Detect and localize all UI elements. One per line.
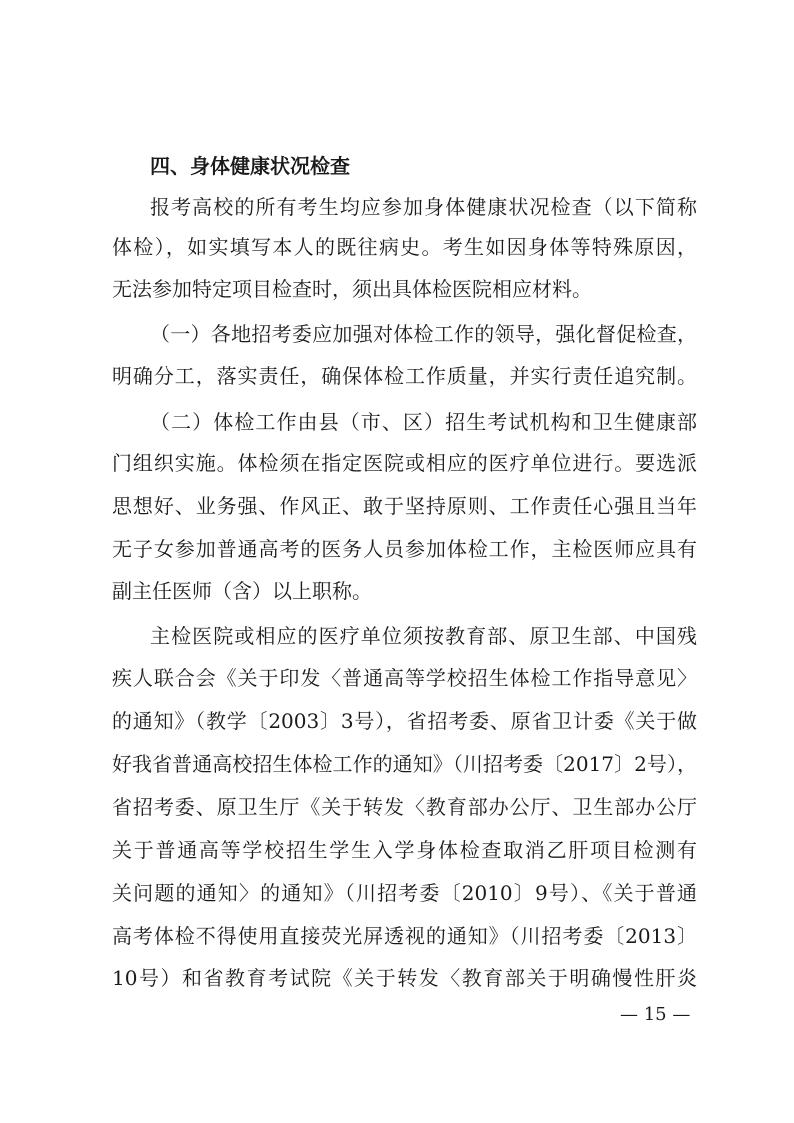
paragraph-line: 高考体检不得使用直接荧光屏透视的通知》（川招考委〔2013〕 <box>112 924 697 948</box>
paragraph-line: 省招考委、原卫生厅《关于转发〈教育部办公厅、卫生部办公厅 <box>112 795 697 819</box>
paragraph-line: 主检医院或相应的医疗单位须按教育部、原卫生部、中国残 <box>150 624 697 648</box>
page-number: — 15 — <box>620 1004 691 1025</box>
paragraph-line: 关于普通高等学校招生学生入学身体检查取消乙肝项目检测有 <box>112 838 697 862</box>
paragraph-line: 无子女参加普通高考的医务人员参加体检工作，主检医师应具有 <box>112 537 697 561</box>
paragraph-line: 门组织实施。体检须在指定医院或相应的医疗单位进行。要选派 <box>112 451 697 475</box>
paragraph-line: 10号）和省教育考试院《关于转发〈教育部关于明确慢性肝炎 <box>112 966 697 990</box>
paragraph-line: 疾人联合会《关于印发〈普通高等学校招生体检工作指导意见〉 <box>112 666 697 690</box>
paragraph-line: 好我省普通高校招生体检工作的通知》（川招考委〔2017〕2号）， <box>112 752 697 776</box>
paragraph-line: 副主任医师（含）以上职称。 <box>112 579 372 603</box>
paragraph-line: 无法参加特定项目检查时，须出具体检医院相应材料。 <box>112 277 592 301</box>
paragraph-line: 思想好、业务强、作风正、敢于坚持原则、工作责任心强且当年 <box>112 494 697 518</box>
paragraph-line: （一）各地招考委应加强对体检工作的领导，强化督促检查， <box>150 322 697 346</box>
paragraph-line: 报考高校的所有考生均应参加身体健康状况检查（以下简称 <box>150 195 697 219</box>
paragraph-line: 体检），如实填写本人的既往病史。考生如因身体等特殊原因， <box>112 235 697 259</box>
paragraph-line: 关问题的通知〉的通知》（川招考委〔2010〕9号）、《关于普通 <box>112 881 697 905</box>
paragraph-line: 明确分工，落实责任，确保体检工作质量，并实行责任追究制。 <box>112 364 697 388</box>
paragraph-line: 的通知》（教学〔2003〕3号），省招考委、原省卫计委《关于做 <box>112 709 697 733</box>
section-heading: 四、身体健康状况检查 <box>150 154 350 178</box>
paragraph-line: （二）体检工作由县（市、区）招生考试机构和卫生健康部 <box>150 410 697 434</box>
